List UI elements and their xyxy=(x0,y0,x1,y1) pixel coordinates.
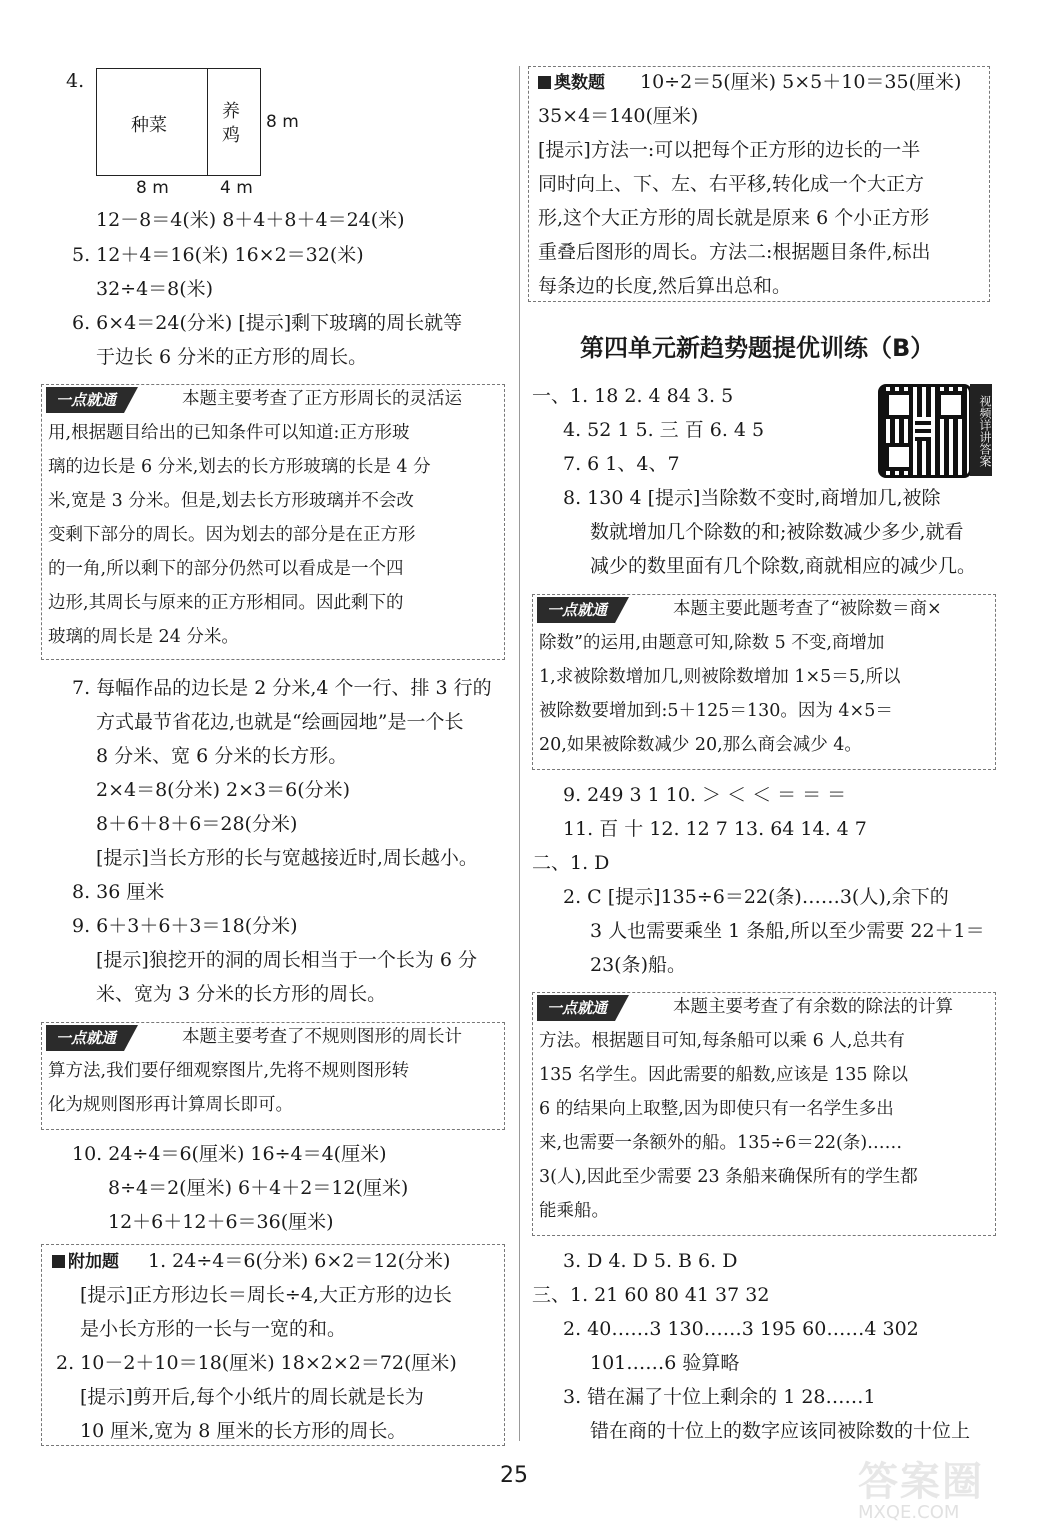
part1-line: 一、1. 18 2. 4 84 3. 5 xyxy=(532,385,734,407)
diagram-bottom-right-label: 4 m xyxy=(220,178,253,198)
olympiad-line: 35×4＝140(厘米) xyxy=(538,105,699,127)
tip-line: 米,宽是 3 分米。但是,划去长方形玻璃并不会改 xyxy=(48,491,414,511)
tip-box-4 xyxy=(532,992,996,1236)
tip-line: 本题主要考查了正方形周长的灵活运 xyxy=(182,389,462,409)
part3-line: 3. 错在漏了十位上剩余的 1 28……1 xyxy=(563,1386,876,1408)
section-title: 第四单元新趋势题提优训练（B） xyxy=(580,334,935,362)
qr-code-icon xyxy=(878,384,972,478)
tip-line: 璃的边长是 6 分米,划去的长方形玻璃的长是 4 分 xyxy=(48,457,431,477)
olympiad-marker-icon xyxy=(538,76,551,89)
part3-line: 2. 40……3 130……3 195 60……4 302 xyxy=(563,1318,919,1340)
tip-box-2 xyxy=(41,1022,505,1130)
part1-line: 8. 130 4 [提示]当除数不变时,商增加几,被除 xyxy=(563,487,941,509)
diagram-vegetable-label: 种菜 xyxy=(131,115,167,136)
q4-number: 4. xyxy=(66,70,85,92)
q8-line: 8. 36 厘米 xyxy=(72,881,165,903)
part1-line: 减少的数里面有几个除数,商就相应的减少几。 xyxy=(590,555,977,577)
tip-line: 除数”的运用,由题意可知,除数 5 不变,商增加 xyxy=(539,633,885,653)
q4-answer: 12－8＝4(米) 8＋4＋8＋4＝24(米) xyxy=(96,209,405,231)
bonus-line: 10 厘米,宽为 8 厘米的长方形的周长。 xyxy=(80,1420,407,1442)
tip-line: 玻璃的周长是 24 分米。 xyxy=(48,627,239,647)
part3-line: 错在商的十位上的数字应该同被除数的十位上 xyxy=(590,1420,971,1442)
olympiad-line: 10÷2＝5(厘米) 5×5＋10＝35(厘米) xyxy=(640,71,962,93)
part2-line: 23(条)船。 xyxy=(590,954,687,976)
q4-diagram xyxy=(96,68,261,176)
q9-line: [提示]狼挖开的洞的周长相当于一个长为 6 分 xyxy=(96,949,477,971)
tip-line: 边形,其周长与原来的正方形相同。因此剩下的 xyxy=(48,593,404,613)
part2-line: 3 人也需要乘坐 1 条船,所以至少需要 22＋1＝ xyxy=(590,920,985,942)
tip-line: 本题主要此题考查了“被除数＝商× xyxy=(673,599,942,619)
part2b-line: 3. D 4. D 5. B 6. D xyxy=(563,1250,738,1272)
q7-line: 7. 每幅作品的边长是 2 分米,4 个一行、排 3 行的 xyxy=(72,677,492,699)
tip-line: 本题主要考查了不规则图形的周长计 xyxy=(182,1027,462,1047)
tip-line: 3(人),因此至少需要 23 条船来确保所有的学生都 xyxy=(539,1167,918,1187)
diagram-chicken-label-1: 养 xyxy=(222,101,240,122)
part1-line: 数就增加几个除数的和;被除数减少多少,就看 xyxy=(590,521,964,543)
olympiad-line: 同时向上、下、左、右平移,转化成一个大正方 xyxy=(538,173,925,195)
tip-line: 20,如果被除数减少 20,那么商会减少 4。 xyxy=(539,735,862,755)
tip-line: 被除数要增加到:5＋125＝130。因为 4×5＝ xyxy=(539,701,893,721)
tip-badge: 一点就通 xyxy=(46,387,124,413)
bonus-line: 1. 24÷4＝6(分米) 6×2＝12(分米) xyxy=(148,1250,451,1272)
column-divider xyxy=(519,66,520,1441)
bonus-marker-icon xyxy=(52,1255,65,1268)
q7-line: 2×4＝8(分米) 2×3＝6(分米) xyxy=(96,779,351,801)
q7-line: 方式最节省花边,也就是“绘画园地”是一个长 xyxy=(96,711,464,733)
q7-line: 8＋6＋8＋6＝28(分米) xyxy=(96,813,298,835)
q9-line: 9. 6＋3＋6＋3＝18(分米) xyxy=(72,915,298,937)
q10-line: 8÷4＝2(厘米) 6＋4＋2＝12(厘米) xyxy=(108,1177,409,1199)
part2-line: 二、1. D xyxy=(532,852,610,874)
page-number: 25 xyxy=(500,1463,528,1488)
tip-line: 用,根据题目给出的已知条件可以知道:正方形玻 xyxy=(48,423,410,443)
tip-line: 算方法,我们要仔细观察图片,先将不规则图形转 xyxy=(48,1061,410,1081)
part1b-line: 9. 249 3 1 10. ＞ ＜ ＜ ＝ ＝ ＝ xyxy=(563,784,847,806)
tip-line: 135 名学生。因此需要的船数,应该是 135 除以 xyxy=(539,1065,909,1085)
part2-line: 2. C [提示]135÷6＝22(条)……3(人),余下的 xyxy=(563,886,949,908)
q5-line-2: 32÷4＝8(米) xyxy=(96,278,214,300)
bonus-line: 是小长方形的一长与一宽的和。 xyxy=(80,1318,347,1340)
q5-line-1: 5. 12＋4＝16(米) 16×2＝32(米) xyxy=(72,244,364,266)
tip-line: 来,也需要一条额外的船。135÷6＝22(条)…… xyxy=(539,1133,903,1153)
bonus-line: [提示]正方形边长＝周长÷4,大正方形的边长 xyxy=(80,1284,452,1306)
tip-badge: 一点就通 xyxy=(537,597,615,623)
watermark-logo: 答案圈 MXQE.COM xyxy=(858,1459,984,1523)
tip-line: 方法。根据题目可知,每条船可以乘 6 人,总共有 xyxy=(539,1031,905,1051)
bonus-tag: 附加题 xyxy=(52,1244,119,1279)
diagram-chicken-label-2: 鸡 xyxy=(222,125,240,146)
part1b-line: 11. 百 十 12. 12 7 13. 64 14. 4 7 xyxy=(563,818,867,840)
q7-line: [提示]当长方形的长与宽越接近时,周长越小。 xyxy=(96,847,478,869)
diagram-bottom-left-label: 8 m xyxy=(136,178,169,198)
q10-line: 10. 24÷4＝6(厘米) 16÷4＝4(厘米) xyxy=(72,1143,387,1165)
diagram-height-label: 8 m xyxy=(266,112,299,132)
bonus-line: [提示]剪开后,每个小纸片的周长就是长为 xyxy=(80,1386,424,1408)
tip-line: 6 的结果向上取整,因为即使只有一名学生多出 xyxy=(539,1099,894,1119)
tip-line: 本题主要考查了有余数的除法的计算 xyxy=(673,997,953,1017)
part1-line: 4. 52 1 5. 三 百 6. 4 5 xyxy=(563,419,765,441)
tip-badge: 一点就通 xyxy=(537,995,615,1021)
q10-line: 12＋6＋12＋6＝36(厘米) xyxy=(108,1211,334,1233)
tip-line: 化为规则图形再计算周长即可。 xyxy=(48,1095,293,1115)
olympiad-line: [提示]方法一:可以把每个正方形的边长的一半 xyxy=(538,139,921,161)
q6-line-2: 于边长 6 分米的正方形的周长。 xyxy=(96,346,368,368)
bonus-line: 2. 10－2＋10＝18(厘米) 18×2×2＝72(厘米) xyxy=(56,1352,457,1374)
olympiad-tag: 奥数题 xyxy=(538,65,605,100)
tip-line: 1,求被除数增加几,则被除数增加 1×5＝5,所以 xyxy=(539,667,901,687)
tip-badge: 一点就通 xyxy=(46,1025,124,1051)
tip-line: 变剩下部分的周长。因为划去的部分是在正方形 xyxy=(48,525,416,545)
olympiad-line: 形,这个大正方形的周长就是原来 6 个小正方形 xyxy=(538,207,930,229)
part3-line: 101……6 验算略 xyxy=(590,1352,740,1374)
olympiad-line: 重叠后图形的周长。方法二:根据题目条件,标出 xyxy=(538,241,931,263)
part1-line: 7. 6 1、4、7 xyxy=(563,453,680,475)
tip-box-3 xyxy=(532,594,996,770)
q7-line: 8 分米、宽 6 分米的长方形。 xyxy=(96,745,348,767)
q9-line: 米、宽为 3 分米的长方形的周长。 xyxy=(96,983,387,1005)
tip-line: 能乘船。 xyxy=(539,1201,609,1221)
q6-line-1: 6. 6×4＝24(分米) [提示]剩下玻璃的周长就等 xyxy=(72,312,463,334)
qr-label: 视频详讲答案 xyxy=(970,384,992,476)
tip-line: 的一角,所以剩下的部分仍然可以看成是一个四 xyxy=(48,559,404,579)
part3-line: 三、1. 21 60 80 41 37 32 xyxy=(532,1284,770,1306)
olympiad-line: 每条边的长度,然后算出总和。 xyxy=(538,275,792,297)
tip-box-1 xyxy=(41,384,505,660)
